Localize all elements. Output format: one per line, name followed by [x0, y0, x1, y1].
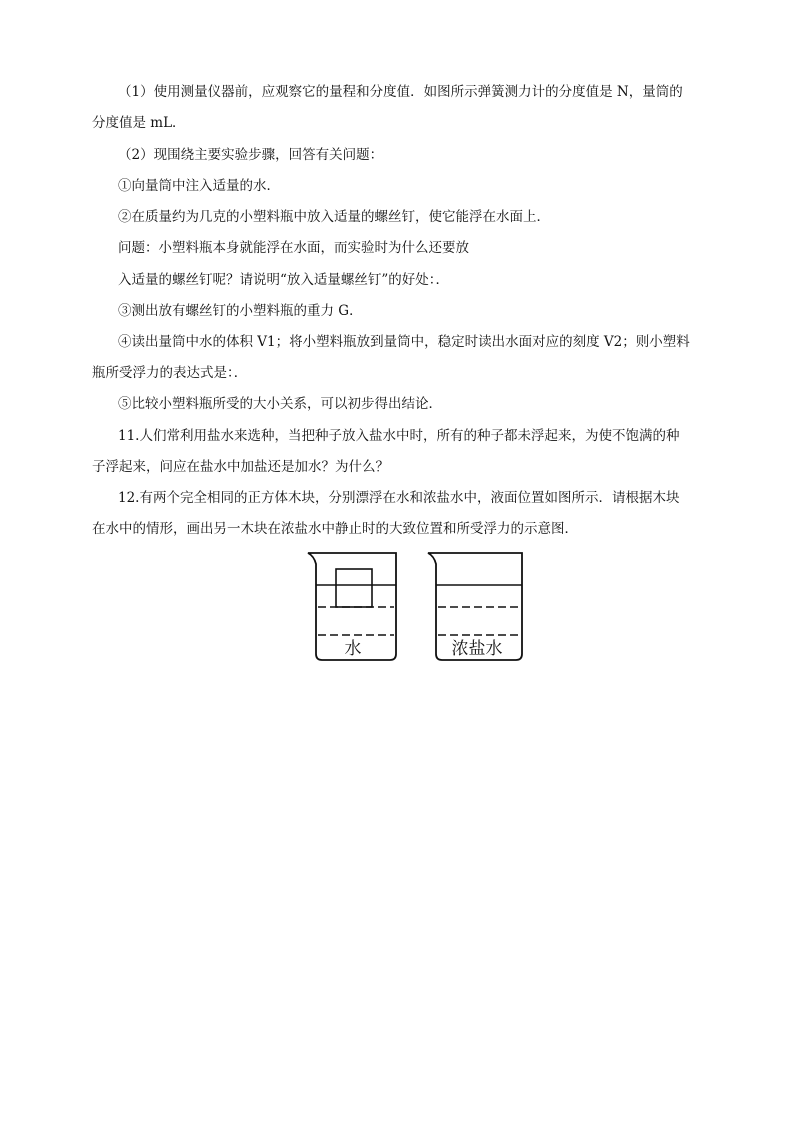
question-line1: 问题：小塑料瓶本身就能浮在水面，而实验时为什么还要放: [118, 240, 469, 256]
step-5: ⑤比较小塑料瓶所受的大小关系，可以初步得出结论．: [118, 396, 442, 412]
step-1: ①向量筒中注入适量的水．: [118, 178, 280, 194]
q-part2-intro: （2）现围绕主要实验步骤，回答有关问题：: [118, 147, 384, 163]
step-2: ②在质量约为几克的小塑料瓶中放入适量的螺丝钉，使它能浮在水面上．: [118, 209, 550, 225]
q-part1-line2: 分度值是 mL．: [92, 115, 186, 131]
question-line2: 入适量的螺丝钉呢？请说明“放入适量螺丝钉”的好处：．: [118, 272, 450, 288]
step-3: ③测出放有螺丝钉的小塑料瓶的重力 G．: [118, 303, 363, 319]
wooden-block-in-water: [336, 569, 372, 607]
q12-line2: 在水中的情形，画出另一木块在浓盐水中静止时的大致位置和所受浮力的示意图．: [92, 521, 578, 537]
beaker-water-label: 水: [344, 639, 362, 659]
step-4-line2: 瓶所受浮力的表达式是：．: [92, 365, 248, 381]
q12-line1: 12.有两个完全相同的正方体木块，分别漂浮在水和浓盐水中，液面位置如图所示．请根据木块: [118, 490, 680, 506]
step-4-line1: ④读出量筒中水的体积 V1；将小塑料瓶放到量筒中，稳定时读出水面对应的刻度 V2；则小塑料: [118, 334, 690, 350]
q11-line1: 11.人们常利用盐水来选种，当把种子放入盐水中时，所有的种子都未浮起来，为使不饱满的种: [118, 428, 680, 444]
beaker-brine-label: 浓盐水: [451, 639, 503, 659]
q-part1-line1: （1）使用测量仪器前，应观察它的量程和分度值．如图所示弹簧测力计的分度值是 N，量筒的: [118, 84, 683, 100]
q11-line2: 子浮起来，问应在盐水中加盐还是加水？为什么？: [92, 459, 389, 475]
